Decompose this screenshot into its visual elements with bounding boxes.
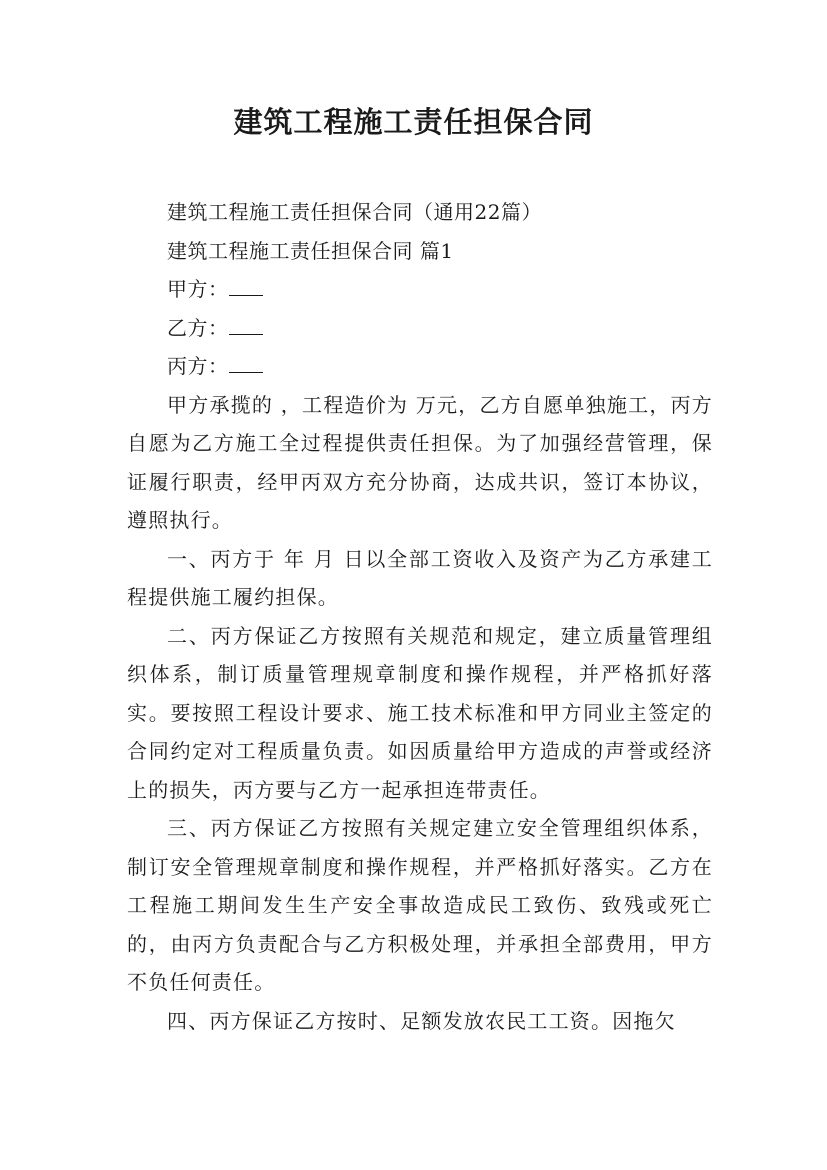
party-c-label: 丙方： xyxy=(167,354,229,378)
paragraph-clause-3: 三、丙方保证乙方按照有关规定建立安全管理组织体系，制订安全管理规章制度和操作规程，并严格抓好落实。乙方在工程施工期间发生生产安全事故造成民工致伤、致残或死亡的，由丙方负责配合与乙方积极处理，并承担全部费用，甲方不负任何责任。 xyxy=(127,816,713,994)
paragraph-clause-4: 四、丙方保证乙方按时、足额发放农民工工资。因拖欠 xyxy=(167,1008,676,1033)
party-a-line xyxy=(127,270,713,309)
document-subtitle: 建筑工程施工责任担保合同（通用22篇） xyxy=(167,200,542,224)
paragraph-clause-1: 一、丙方于 年 月 日以全部工资收入及资产为乙方承建工程提供施工履约担保。 xyxy=(127,546,713,609)
document-body xyxy=(127,193,713,1040)
paragraph-clause-2: 二、丙方保证乙方按照有关规范和规定，建立质量管理组织体系，制订质量管理规章制度和操作规程，并严格抓好落实。要按照工程设计要求、施工技术标准和甲方同业主签定的合同约定对工程质量负责。如因质量给甲方造成的声誉或经济上的损失，丙方要与乙方一起承担连带责任。 xyxy=(127,623,713,802)
party-b-blank xyxy=(229,316,263,335)
party-c-line xyxy=(127,347,713,386)
document-title: 建筑工程施工责任担保合同 xyxy=(233,105,594,139)
party-b-label: 乙方： xyxy=(167,315,229,340)
paragraph-intro: 甲方承揽的 ，工程造价为 万元，乙方自愿单独施工，丙方自愿为乙方施工全过程提供责任担保。为了加强经营管理，保证履行职责，经甲丙双方充分协商，达成共识，签订本协议，遵照执行。 xyxy=(127,392,713,532)
party-b-line xyxy=(127,309,713,348)
party-c-blank xyxy=(229,354,263,373)
section-heading: 建筑工程施工责任担保合同 篇1 xyxy=(167,238,454,263)
party-a-blank xyxy=(229,277,263,296)
party-a-label: 甲方： xyxy=(167,277,229,301)
